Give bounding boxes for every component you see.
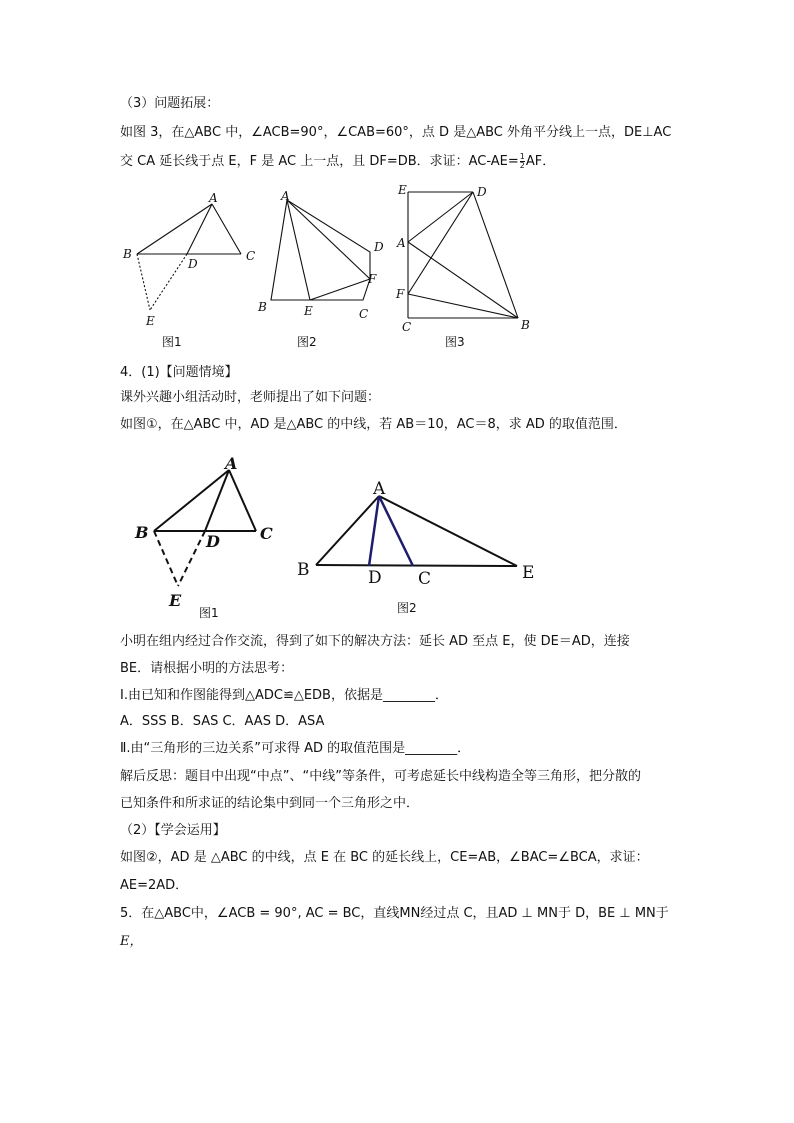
label-a: A [209, 191, 218, 205]
figure-2-large [316, 496, 517, 566]
section3-heading: （3）问题拓展： [120, 96, 220, 111]
segment-fd [408, 192, 473, 294]
label-c: C [260, 524, 273, 543]
q4b-line8: （2）【学会运用】 [120, 823, 226, 838]
label-d: D [374, 240, 384, 254]
segment-ae [379, 496, 517, 566]
segment-be [154, 531, 178, 586]
fraction-numerator: 1 [519, 152, 525, 161]
caption-fig1-large: 图1 [199, 606, 219, 620]
label-e: E [522, 563, 535, 583]
figures-row-1 [0, 180, 794, 360]
label-a: A [225, 454, 238, 473]
label-d: D [188, 257, 198, 271]
segment-af [287, 200, 370, 279]
label-b: B [123, 247, 132, 261]
section3-line2 [120, 152, 555, 172]
q4b-line4: A．SSS B．SAS C．AAS D．ASA [120, 714, 325, 729]
label-e: E [398, 183, 407, 197]
caption-fig2-large: 图2 [397, 601, 417, 615]
section3-line2-pre: 交 CA 延长线于点 E，F 是 AC 上一点，且 DF=DB．求证：AC-AE= [120, 154, 519, 169]
label-a: A [397, 236, 406, 250]
section3-line2-post: AF． [525, 154, 556, 169]
label-c: C [418, 569, 432, 589]
fraction-denominator: 2 [519, 161, 525, 170]
segment-ef [310, 279, 370, 300]
figure-1-large [154, 470, 256, 586]
label-d: D [477, 185, 487, 199]
q4b-line2: BE．请根据小明的方法思考： [120, 661, 294, 676]
q4b-line10: AE=2AD． [120, 878, 189, 893]
pentagon-outline [271, 200, 370, 300]
q4b-line3: Ⅰ.由已知和作图能得到△ADC≌△EDB，依据是________． [120, 688, 448, 703]
q5-line1: 5．在△ABC中，∠ACB = 90°, AC = BC，直线MN经过点 C，且AD ⊥ MN于 D，BE ⊥ MN于 [120, 906, 669, 921]
label-f: F [396, 287, 405, 301]
label-b: B [135, 523, 149, 542]
label-a: A [373, 479, 386, 499]
label-b: B [521, 318, 530, 332]
label-d: D [206, 532, 220, 551]
segment-de [178, 531, 205, 586]
caption-fig2: 图2 [297, 335, 317, 349]
label-c: C [246, 249, 256, 263]
label-d: D [368, 568, 382, 588]
segment-ac [212, 204, 241, 254]
label-e: E [169, 591, 182, 610]
q4b-line6: 解后反思：题目中出现“中点”、“中线”等条件，可考虑延长中线构造全等三角形，把分散的 [120, 769, 641, 784]
segment-de [150, 254, 187, 310]
q4-heading: 4．(1)【问题情境】 [120, 365, 238, 380]
segment-ac [229, 470, 256, 531]
section3-line1: 如图 3，在△ABC 中，∠ACB=90°，∠CAB=60°，点 D 是△ABC 外角平分线上一点，DE⊥AC [120, 125, 672, 140]
segment-ad [408, 192, 473, 242]
segment-be [316, 565, 517, 566]
q4b-line7: 已知条件和所求证的结论集中到同一个三角形之中． [120, 796, 420, 811]
label-e: E [146, 314, 155, 328]
fraction-half [520, 153, 525, 170]
segment-ba [137, 204, 212, 254]
label-c: C [359, 307, 369, 321]
figure-3-small [408, 192, 518, 318]
caption-fig3: 图3 [445, 335, 465, 349]
segment-ae [287, 200, 310, 300]
q5-line2: E， [120, 934, 143, 949]
q4-line2: 如图①，在△ABC 中，AD 是△ABC 的中线，若 AB＝10，AC＝8，求 AD 的取值范围． [120, 417, 627, 432]
label-b: B [297, 560, 310, 580]
segment-be [137, 254, 150, 310]
q4b-line5: Ⅱ.由“三角形的三边关系”可求得 AD 的取值范围是________． [120, 741, 471, 756]
segment-ad [187, 204, 212, 254]
label-e: E [304, 304, 313, 318]
q4b-line9: 如图②，AD 是 △ABC 的中线，点 E 在 BC 的延长线上，CE=AB，∠BAC=∠BCA，求证： [120, 850, 649, 865]
label-f: F [368, 272, 377, 286]
label-c: C [402, 320, 412, 334]
q4-line1: 课外兴趣小组活动时，老师提出了如下问题： [120, 390, 381, 405]
figure-2-small [271, 200, 370, 300]
segment-db [473, 192, 518, 318]
label-b: B [258, 300, 267, 314]
segment-ac [379, 496, 413, 566]
label-a: A [281, 189, 290, 203]
caption-fig1: 图1 [162, 335, 182, 349]
segment-ab [408, 242, 518, 318]
q4b-line1: 小明在组内经过合作交流，得到了如下的解决方法：延长 AD 至点 E，使 DE＝AD，连接 [120, 634, 630, 649]
